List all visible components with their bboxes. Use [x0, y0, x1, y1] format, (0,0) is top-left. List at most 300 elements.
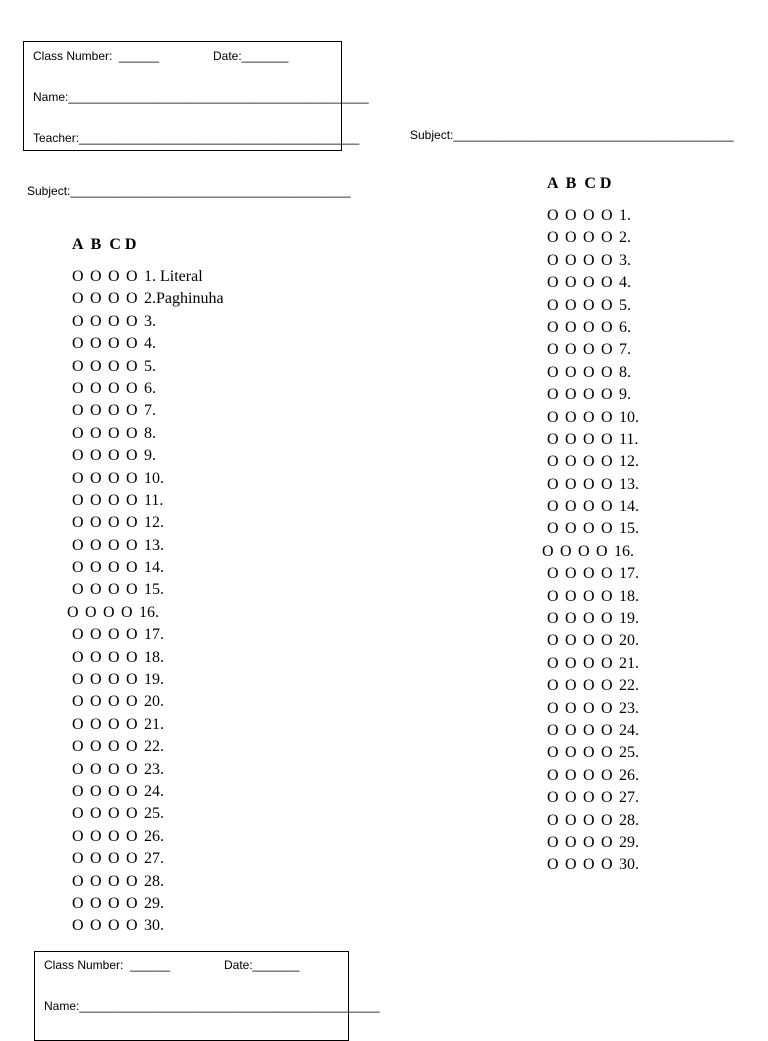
bubble-c[interactable]: O — [583, 251, 595, 269]
bubble-a[interactable]: O — [547, 296, 559, 314]
bubble-a[interactable]: O — [72, 559, 84, 577]
bubble-b[interactable]: O — [90, 827, 102, 845]
bubble-d[interactable]: O — [126, 424, 138, 442]
bubble-c[interactable]: O — [108, 872, 120, 890]
bubble-a[interactable]: O — [72, 715, 84, 733]
answer-row — [547, 854, 639, 876]
bubble-d[interactable]: O — [126, 312, 138, 330]
name-field: Name:_____________________________________________ — [44, 999, 380, 1013]
item-label: 24. — [144, 782, 164, 800]
bubble-d[interactable]: O — [601, 453, 613, 471]
teacher-field: Teacher:__________________________________________ — [33, 131, 360, 145]
bubble-d[interactable]: O — [126, 379, 138, 397]
bubble-d[interactable]: O — [601, 744, 613, 762]
bubble-b[interactable]: O — [565, 453, 577, 471]
bubble-b[interactable]: O — [90, 850, 102, 868]
bubble-d[interactable]: O — [601, 498, 613, 516]
bubble-c[interactable]: O — [108, 491, 120, 509]
bubble-b[interactable]: O — [90, 671, 102, 689]
bubble-d[interactable]: O — [126, 872, 138, 890]
answer-row — [72, 714, 224, 736]
bubble-d[interactable]: O — [601, 833, 613, 851]
bubble-b[interactable]: O — [565, 475, 577, 493]
bubble-c[interactable]: O — [583, 766, 595, 784]
bubble-a[interactable]: O — [72, 738, 84, 756]
bubble-c[interactable]: O — [583, 789, 595, 807]
bubble-d[interactable]: O — [121, 603, 133, 621]
item-label: 19. — [619, 610, 639, 628]
bubble-d[interactable]: O — [601, 274, 613, 292]
bubble-b[interactable]: O — [565, 766, 577, 784]
item-label: 21. — [619, 654, 639, 672]
bubble-a[interactable]: O — [72, 379, 84, 397]
bubble-d[interactable]: O — [601, 318, 613, 336]
bubble-a[interactable]: O — [72, 894, 84, 912]
bubble-c[interactable]: O — [583, 207, 595, 224]
bubble-c[interactable]: O — [583, 430, 595, 448]
bubble-c[interactable]: O — [578, 542, 590, 560]
bubble-c[interactable]: O — [583, 475, 595, 493]
bubble-b[interactable]: O — [90, 312, 102, 330]
item-label: 13. — [619, 475, 639, 493]
bubble-b[interactable]: O — [565, 654, 577, 672]
bubble-d[interactable]: O — [601, 699, 613, 717]
bubble-c[interactable]: O — [108, 402, 120, 420]
answer-row — [547, 474, 639, 496]
bubble-b[interactable]: O — [565, 677, 577, 695]
bubble-a[interactable]: O — [72, 626, 84, 644]
bubble-c[interactable]: O — [583, 363, 595, 381]
bubble-d[interactable]: O — [126, 693, 138, 711]
bubble-d[interactable]: O — [601, 677, 613, 695]
bubble-b[interactable]: O — [565, 833, 577, 851]
bubble-d[interactable]: O — [601, 766, 613, 784]
item-label: 30. — [619, 856, 639, 874]
bubble-a[interactable]: O — [72, 671, 84, 689]
bubble-b[interactable]: O — [565, 565, 577, 583]
bubble-a[interactable]: O — [72, 312, 84, 330]
bubble-b[interactable]: O — [565, 207, 577, 224]
subject-field-left: Subject:__________________________________________ — [27, 184, 351, 198]
bubble-a[interactable]: O — [72, 693, 84, 711]
bubble-b[interactable]: O — [90, 469, 102, 487]
bubble-d[interactable]: O — [126, 760, 138, 778]
bubble-d[interactable]: O — [601, 229, 613, 247]
bubble-a[interactable]: O — [547, 251, 559, 269]
date-field: Date:_______ — [213, 49, 289, 63]
bubble-a[interactable]: O — [547, 699, 559, 717]
bubble-c[interactable]: O — [583, 520, 595, 538]
bubble-a[interactable]: O — [72, 536, 84, 554]
bubble-b[interactable]: O — [90, 357, 102, 375]
item-label: 25. — [144, 805, 164, 823]
item-label: 8. — [144, 424, 156, 442]
bubble-a[interactable]: O — [72, 917, 84, 935]
bubble-d[interactable]: O — [126, 648, 138, 666]
bubble-b[interactable]: O — [90, 581, 102, 599]
bubble-b[interactable]: O — [565, 296, 577, 314]
bubble-b[interactable]: O — [565, 430, 577, 448]
item-label: 17. — [144, 626, 164, 644]
date-field: Date:_______ — [224, 958, 300, 972]
item-label: 25. — [619, 744, 639, 762]
item-label: 11. — [619, 430, 639, 448]
bubble-b[interactable]: O — [565, 341, 577, 359]
bubble-d[interactable]: O — [601, 341, 613, 359]
bubble-b[interactable]: O — [90, 402, 102, 420]
bubble-d[interactable]: O — [126, 850, 138, 868]
bubble-a[interactable]: O — [547, 610, 559, 628]
bubble-c[interactable]: O — [583, 386, 595, 404]
item-label: 5. — [619, 296, 631, 314]
bubble-c[interactable]: O — [108, 894, 120, 912]
answer-row — [547, 810, 639, 832]
bubble-b[interactable]: O — [90, 626, 102, 644]
bubble-a[interactable]: O — [547, 856, 559, 874]
bubble-a[interactable]: O — [547, 341, 559, 359]
bubble-b[interactable]: O — [85, 603, 97, 621]
bubble-d[interactable]: O — [601, 386, 613, 404]
bubble-d[interactable]: O — [126, 290, 138, 308]
bubble-a[interactable]: O — [547, 721, 559, 739]
bubble-a[interactable]: O — [547, 520, 559, 538]
item-label: 16. — [614, 542, 634, 560]
bubble-b[interactable]: O — [565, 587, 577, 605]
answer-row — [547, 496, 639, 518]
answer-row — [547, 205, 639, 227]
bubble-b[interactable]: O — [90, 514, 102, 532]
bubble-c[interactable]: O — [108, 424, 120, 442]
bubble-c[interactable]: O — [108, 805, 120, 823]
bubble-d[interactable]: O — [126, 715, 138, 733]
bubble-d[interactable]: O — [601, 565, 613, 583]
bubble-a[interactable]: O — [547, 833, 559, 851]
bubble-d[interactable]: O — [126, 402, 138, 420]
bubble-a[interactable]: O — [72, 581, 84, 599]
bubble-a[interactable]: O — [72, 424, 84, 442]
bubble-a[interactable]: O — [547, 453, 559, 471]
bubble-b[interactable]: O — [565, 274, 577, 292]
answer-row — [547, 250, 639, 272]
item-label: 16. — [139, 603, 159, 621]
bubble-c[interactable]: O — [108, 693, 120, 711]
bubble-c[interactable]: O — [583, 833, 595, 851]
bubble-a[interactable]: O — [547, 430, 559, 448]
bubble-c[interactable]: O — [108, 581, 120, 599]
bubble-c[interactable]: O — [583, 229, 595, 247]
bubble-b[interactable]: O — [565, 744, 577, 762]
item-label: 19. — [144, 671, 164, 689]
answer-row — [72, 468, 224, 490]
bubble-d[interactable]: O — [126, 491, 138, 509]
bubble-c[interactable]: O — [583, 587, 595, 605]
bubble-a[interactable]: O — [72, 290, 84, 308]
item-label: 21. — [144, 715, 164, 733]
bubble-d[interactable]: O — [126, 805, 138, 823]
bubble-a[interactable]: O — [72, 469, 84, 487]
bubble-d[interactable]: O — [601, 408, 613, 426]
bubble-b[interactable]: O — [565, 251, 577, 269]
bubble-a[interactable]: O — [547, 207, 559, 224]
bubble-b[interactable]: O — [90, 290, 102, 308]
bubble-d[interactable]: O — [601, 430, 613, 448]
bubble-d[interactable]: O — [126, 581, 138, 599]
bubble-b[interactable]: O — [90, 782, 102, 800]
bubble-b[interactable]: O — [565, 363, 577, 381]
bubble-b[interactable]: O — [565, 632, 577, 650]
bubble-c[interactable]: O — [108, 782, 120, 800]
bubble-d[interactable]: O — [126, 894, 138, 912]
bubble-b[interactable]: O — [90, 738, 102, 756]
bubble-c[interactable]: O — [108, 850, 120, 868]
bubble-b[interactable]: O — [565, 318, 577, 336]
item-label: 26. — [619, 766, 639, 784]
bubble-d[interactable]: O — [601, 721, 613, 739]
answer-row — [72, 781, 224, 803]
item-label: 3. — [144, 312, 156, 330]
bubble-c[interactable]: O — [583, 744, 595, 762]
bubble-c[interactable]: O — [108, 379, 120, 397]
class-number-field: Class Number: ______ — [33, 49, 160, 63]
bubble-a[interactable]: O — [547, 789, 559, 807]
bubble-a[interactable]: O — [72, 491, 84, 509]
bubble-b[interactable]: O — [90, 917, 102, 935]
bubble-c[interactable]: O — [108, 447, 120, 465]
bubble-c[interactable]: O — [108, 514, 120, 532]
bubble-c[interactable]: O — [108, 290, 120, 308]
bubble-a[interactable]: O — [72, 648, 84, 666]
student-info-box — [23, 41, 369, 151]
bubble-a[interactable]: O — [547, 475, 559, 493]
item-label: 12. — [144, 514, 164, 532]
bubble-a[interactable]: O — [547, 565, 559, 583]
bubble-d[interactable]: O — [601, 251, 613, 269]
bubble-d[interactable]: O — [126, 447, 138, 465]
answer-row — [72, 893, 224, 915]
bubble-b[interactable]: O — [90, 447, 102, 465]
item-label: 6. — [144, 379, 156, 397]
bubble-c[interactable]: O — [108, 469, 120, 487]
bubble-c[interactable]: O — [108, 312, 120, 330]
item-label: 7. — [619, 341, 631, 359]
bubble-c[interactable]: O — [583, 632, 595, 650]
bubble-a[interactable]: O — [547, 498, 559, 516]
bubble-a[interactable]: O — [547, 587, 559, 605]
bubble-d[interactable]: O — [601, 520, 613, 538]
bubble-d[interactable]: O — [126, 917, 138, 935]
bubble-b[interactable]: O — [565, 408, 577, 426]
bubble-c[interactable]: O — [108, 536, 120, 554]
bubble-b[interactable]: O — [90, 693, 102, 711]
bubble-c[interactable]: O — [103, 603, 115, 621]
bubble-b[interactable]: O — [565, 520, 577, 538]
bubble-d[interactable]: O — [601, 363, 613, 381]
bubble-c[interactable]: O — [108, 357, 120, 375]
answer-row — [547, 384, 639, 406]
bubble-c[interactable]: O — [108, 671, 120, 689]
bubble-b[interactable]: O — [565, 610, 577, 628]
bubble-b[interactable]: O — [565, 856, 577, 874]
item-label: 18. — [619, 587, 639, 605]
bubble-b[interactable]: O — [565, 386, 577, 404]
bubble-b[interactable]: O — [565, 498, 577, 516]
item-label: 17. — [619, 565, 639, 583]
bubble-b[interactable]: O — [565, 721, 577, 739]
bubble-c[interactable]: O — [583, 498, 595, 516]
bubble-c[interactable]: O — [583, 341, 595, 359]
bubble-a[interactable]: O — [547, 632, 559, 650]
item-label: 1. — [619, 207, 631, 224]
bubble-a[interactable]: O — [547, 408, 559, 426]
bubble-b[interactable]: O — [565, 789, 577, 807]
item-label: 20. — [144, 693, 164, 711]
bubble-d[interactable]: O — [596, 542, 608, 560]
bubble-c[interactable]: O — [108, 268, 120, 285]
bubble-b[interactable]: O — [565, 699, 577, 717]
bubble-c[interactable]: O — [583, 408, 595, 426]
bubble-c[interactable]: O — [583, 699, 595, 717]
bubble-d[interactable]: O — [126, 357, 138, 375]
bubble-d[interactable]: O — [601, 296, 613, 314]
bubble-d[interactable]: O — [126, 738, 138, 756]
bubble-c[interactable]: O — [583, 453, 595, 471]
bubble-c[interactable]: O — [583, 856, 595, 874]
item-label: 15. — [144, 581, 164, 599]
bubble-b[interactable]: O — [90, 805, 102, 823]
bubble-b[interactable]: O — [565, 811, 577, 829]
bubble-d[interactable]: O — [126, 671, 138, 689]
bubble-d[interactable]: O — [126, 335, 138, 353]
item-label: 1. Literal — [144, 268, 203, 285]
bubble-b[interactable]: O — [90, 872, 102, 890]
item-label: 14. — [144, 559, 164, 577]
bubble-a[interactable]: O — [547, 318, 559, 336]
item-label: 7. — [144, 402, 156, 420]
bubble-a[interactable]: O — [72, 402, 84, 420]
item-label: 15. — [619, 520, 639, 538]
bubble-a[interactable]: O — [547, 677, 559, 695]
bubble-a[interactable]: O — [72, 782, 84, 800]
bubble-a[interactable]: O — [72, 357, 84, 375]
item-label: 12. — [619, 453, 639, 471]
bubble-c[interactable]: O — [583, 811, 595, 829]
bubble-c[interactable]: O — [108, 335, 120, 353]
bubble-c[interactable]: O — [583, 296, 595, 314]
bubble-a[interactable]: O — [72, 514, 84, 532]
bubble-b[interactable]: O — [90, 335, 102, 353]
bubble-d[interactable]: O — [126, 559, 138, 577]
bubble-d[interactable]: O — [126, 827, 138, 845]
item-label: 30. — [144, 917, 164, 935]
bubble-c[interactable]: O — [108, 827, 120, 845]
bubble-c[interactable]: O — [583, 318, 595, 336]
bubble-a[interactable]: O — [547, 766, 559, 784]
bubble-a[interactable]: O — [72, 850, 84, 868]
bubble-a[interactable]: O — [547, 811, 559, 829]
bubble-a[interactable]: O — [72, 827, 84, 845]
bubble-a[interactable]: O — [72, 872, 84, 890]
bubble-c[interactable]: O — [583, 654, 595, 672]
bubble-d[interactable]: O — [126, 469, 138, 487]
bubble-a[interactable]: O — [547, 654, 559, 672]
bubble-a[interactable]: O — [72, 760, 84, 778]
bubble-a[interactable]: O — [67, 603, 79, 621]
bubble-c[interactable]: O — [108, 715, 120, 733]
bubble-a[interactable]: O — [547, 386, 559, 404]
bubble-d[interactable]: O — [126, 626, 138, 644]
bubble-d[interactable]: O — [126, 536, 138, 554]
bubble-b[interactable]: O — [90, 760, 102, 778]
bubble-d[interactable]: O — [601, 811, 613, 829]
bubble-c[interactable]: O — [108, 738, 120, 756]
bubble-d[interactable]: O — [601, 789, 613, 807]
answer-row — [72, 356, 224, 378]
bubble-c[interactable]: O — [583, 274, 595, 292]
answer-row — [72, 266, 224, 288]
bubble-c[interactable]: O — [108, 648, 120, 666]
bubble-c[interactable]: O — [583, 610, 595, 628]
answer-column-right — [542, 175, 639, 877]
bubble-c[interactable]: O — [583, 677, 595, 695]
bubble-b[interactable]: O — [90, 715, 102, 733]
bubble-d[interactable]: O — [126, 268, 138, 285]
bubble-a[interactable]: O — [72, 805, 84, 823]
bubble-d[interactable]: O — [601, 475, 613, 493]
bubble-a[interactable]: O — [547, 744, 559, 762]
answer-row — [547, 407, 639, 429]
item-label: 4. — [619, 274, 631, 292]
bubble-b[interactable]: O — [565, 229, 577, 247]
answer-row — [547, 675, 639, 697]
answer-row — [72, 311, 224, 333]
bubble-c[interactable]: O — [583, 565, 595, 583]
bubble-d[interactable]: O — [126, 514, 138, 532]
bubble-b[interactable]: O — [90, 536, 102, 554]
answer-row — [547, 653, 639, 675]
bubble-d[interactable]: O — [601, 587, 613, 605]
bubble-d[interactable]: O — [601, 207, 613, 224]
bubble-a[interactable]: O — [547, 363, 559, 381]
bubble-d[interactable]: O — [601, 632, 613, 650]
bubble-b[interactable]: O — [90, 894, 102, 912]
bubble-b[interactable]: O — [90, 648, 102, 666]
bubble-b[interactable]: O — [90, 379, 102, 397]
bubble-a[interactable]: O — [72, 268, 84, 285]
bubble-d[interactable]: O — [601, 856, 613, 874]
bubble-d[interactable]: O — [601, 654, 613, 672]
bubble-b[interactable]: O — [90, 268, 102, 285]
answer-row — [547, 720, 639, 742]
bubble-a[interactable]: O — [72, 447, 84, 465]
bubble-c[interactable]: O — [583, 721, 595, 739]
item-label: 10. — [144, 469, 164, 487]
bubble-d[interactable]: O — [126, 782, 138, 800]
bubble-a[interactable]: O — [542, 542, 554, 560]
bubble-b[interactable]: O — [90, 424, 102, 442]
bubble-c[interactable]: O — [108, 559, 120, 577]
bubble-a[interactable]: O — [547, 274, 559, 292]
bubble-a[interactable]: O — [72, 335, 84, 353]
bubble-b[interactable]: O — [90, 559, 102, 577]
bubble-d[interactable]: O — [601, 610, 613, 628]
bubble-b[interactable]: O — [560, 542, 572, 560]
bubble-a[interactable]: O — [547, 229, 559, 247]
bubble-c[interactable]: O — [108, 917, 120, 935]
bubble-c[interactable]: O — [108, 760, 120, 778]
bubble-c[interactable]: O — [108, 626, 120, 644]
item-label: 5. — [144, 357, 156, 375]
bubble-b[interactable]: O — [90, 491, 102, 509]
